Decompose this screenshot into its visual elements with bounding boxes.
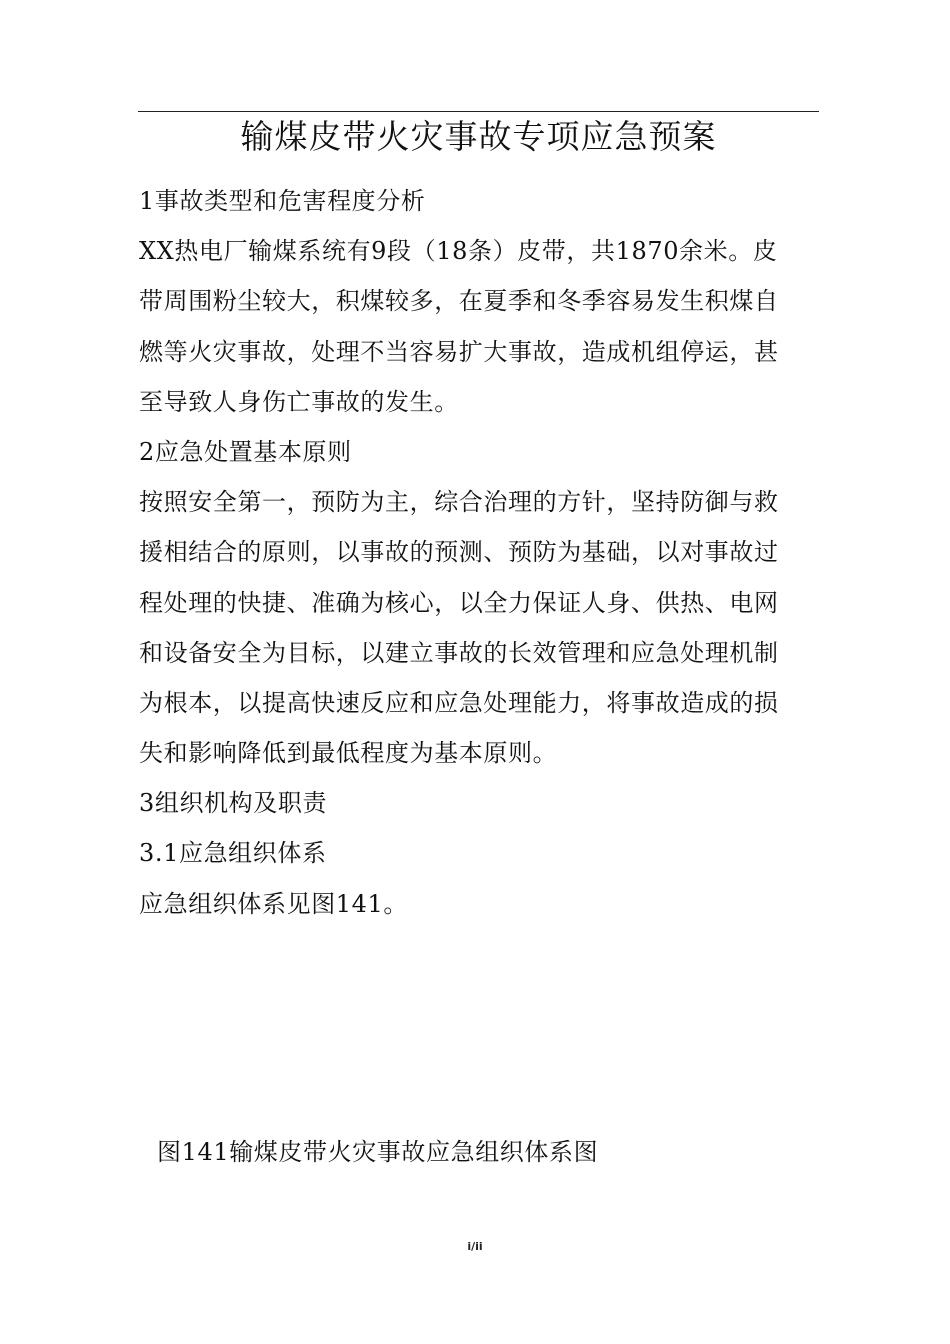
paragraph-line: 带周围粉尘较大，积煤较多，在夏季和冬季容易发生积煤自 bbox=[139, 287, 779, 316]
header-rule bbox=[138, 111, 819, 112]
paragraph-line: 失和影响降低到最低程度为基本原则。 bbox=[139, 739, 558, 768]
paragraph-line: XX热电厂输煤系统有9段（18条）皮带，共1870余米。皮 bbox=[139, 237, 778, 266]
figure-placeholder bbox=[139, 930, 819, 1120]
section-heading-3: 3组织机构及职责 bbox=[139, 789, 328, 818]
document-title: 输煤皮带火灾事故专项应急预案 bbox=[240, 117, 717, 156]
paragraph-line: 为根本，以提高快速反应和应急处理能力，将事故造成的损 bbox=[139, 688, 779, 717]
section-heading-2: 2应急处置基本原则 bbox=[139, 437, 352, 466]
paragraph-line: 援相结合的原则，以事故的预测、预防为基础，以对事故过 bbox=[139, 538, 779, 567]
paragraph-line: 按照安全第一，预防为主，综合治理的方针，坚持防御与救 bbox=[139, 488, 779, 517]
figure-caption: 图141输煤皮带火灾事故应急组织体系图 bbox=[157, 1138, 599, 1166]
paragraph-line: 程处理的快捷、准确为核心，以全力保证人身、供热、电网 bbox=[139, 588, 779, 617]
subsection-heading-3-1: 3.1应急组织体系 bbox=[139, 839, 327, 868]
document-body bbox=[139, 176, 819, 929]
paragraph-line: 和设备安全为目标，以建立事故的长效管理和应急处理机制 bbox=[139, 638, 779, 667]
paragraph-line: 燃等火灾事故，处理不当容易扩大事故，造成机组停运，甚 bbox=[139, 337, 779, 366]
paragraph-line: 应急组织体系见图141。 bbox=[139, 889, 409, 918]
section-heading-1: 1事故类型和危害程度分析 bbox=[139, 187, 426, 215]
page-number: i/ii bbox=[467, 1240, 483, 1253]
paragraph-line: 至导致人身伤亡事故的发生。 bbox=[139, 387, 459, 416]
